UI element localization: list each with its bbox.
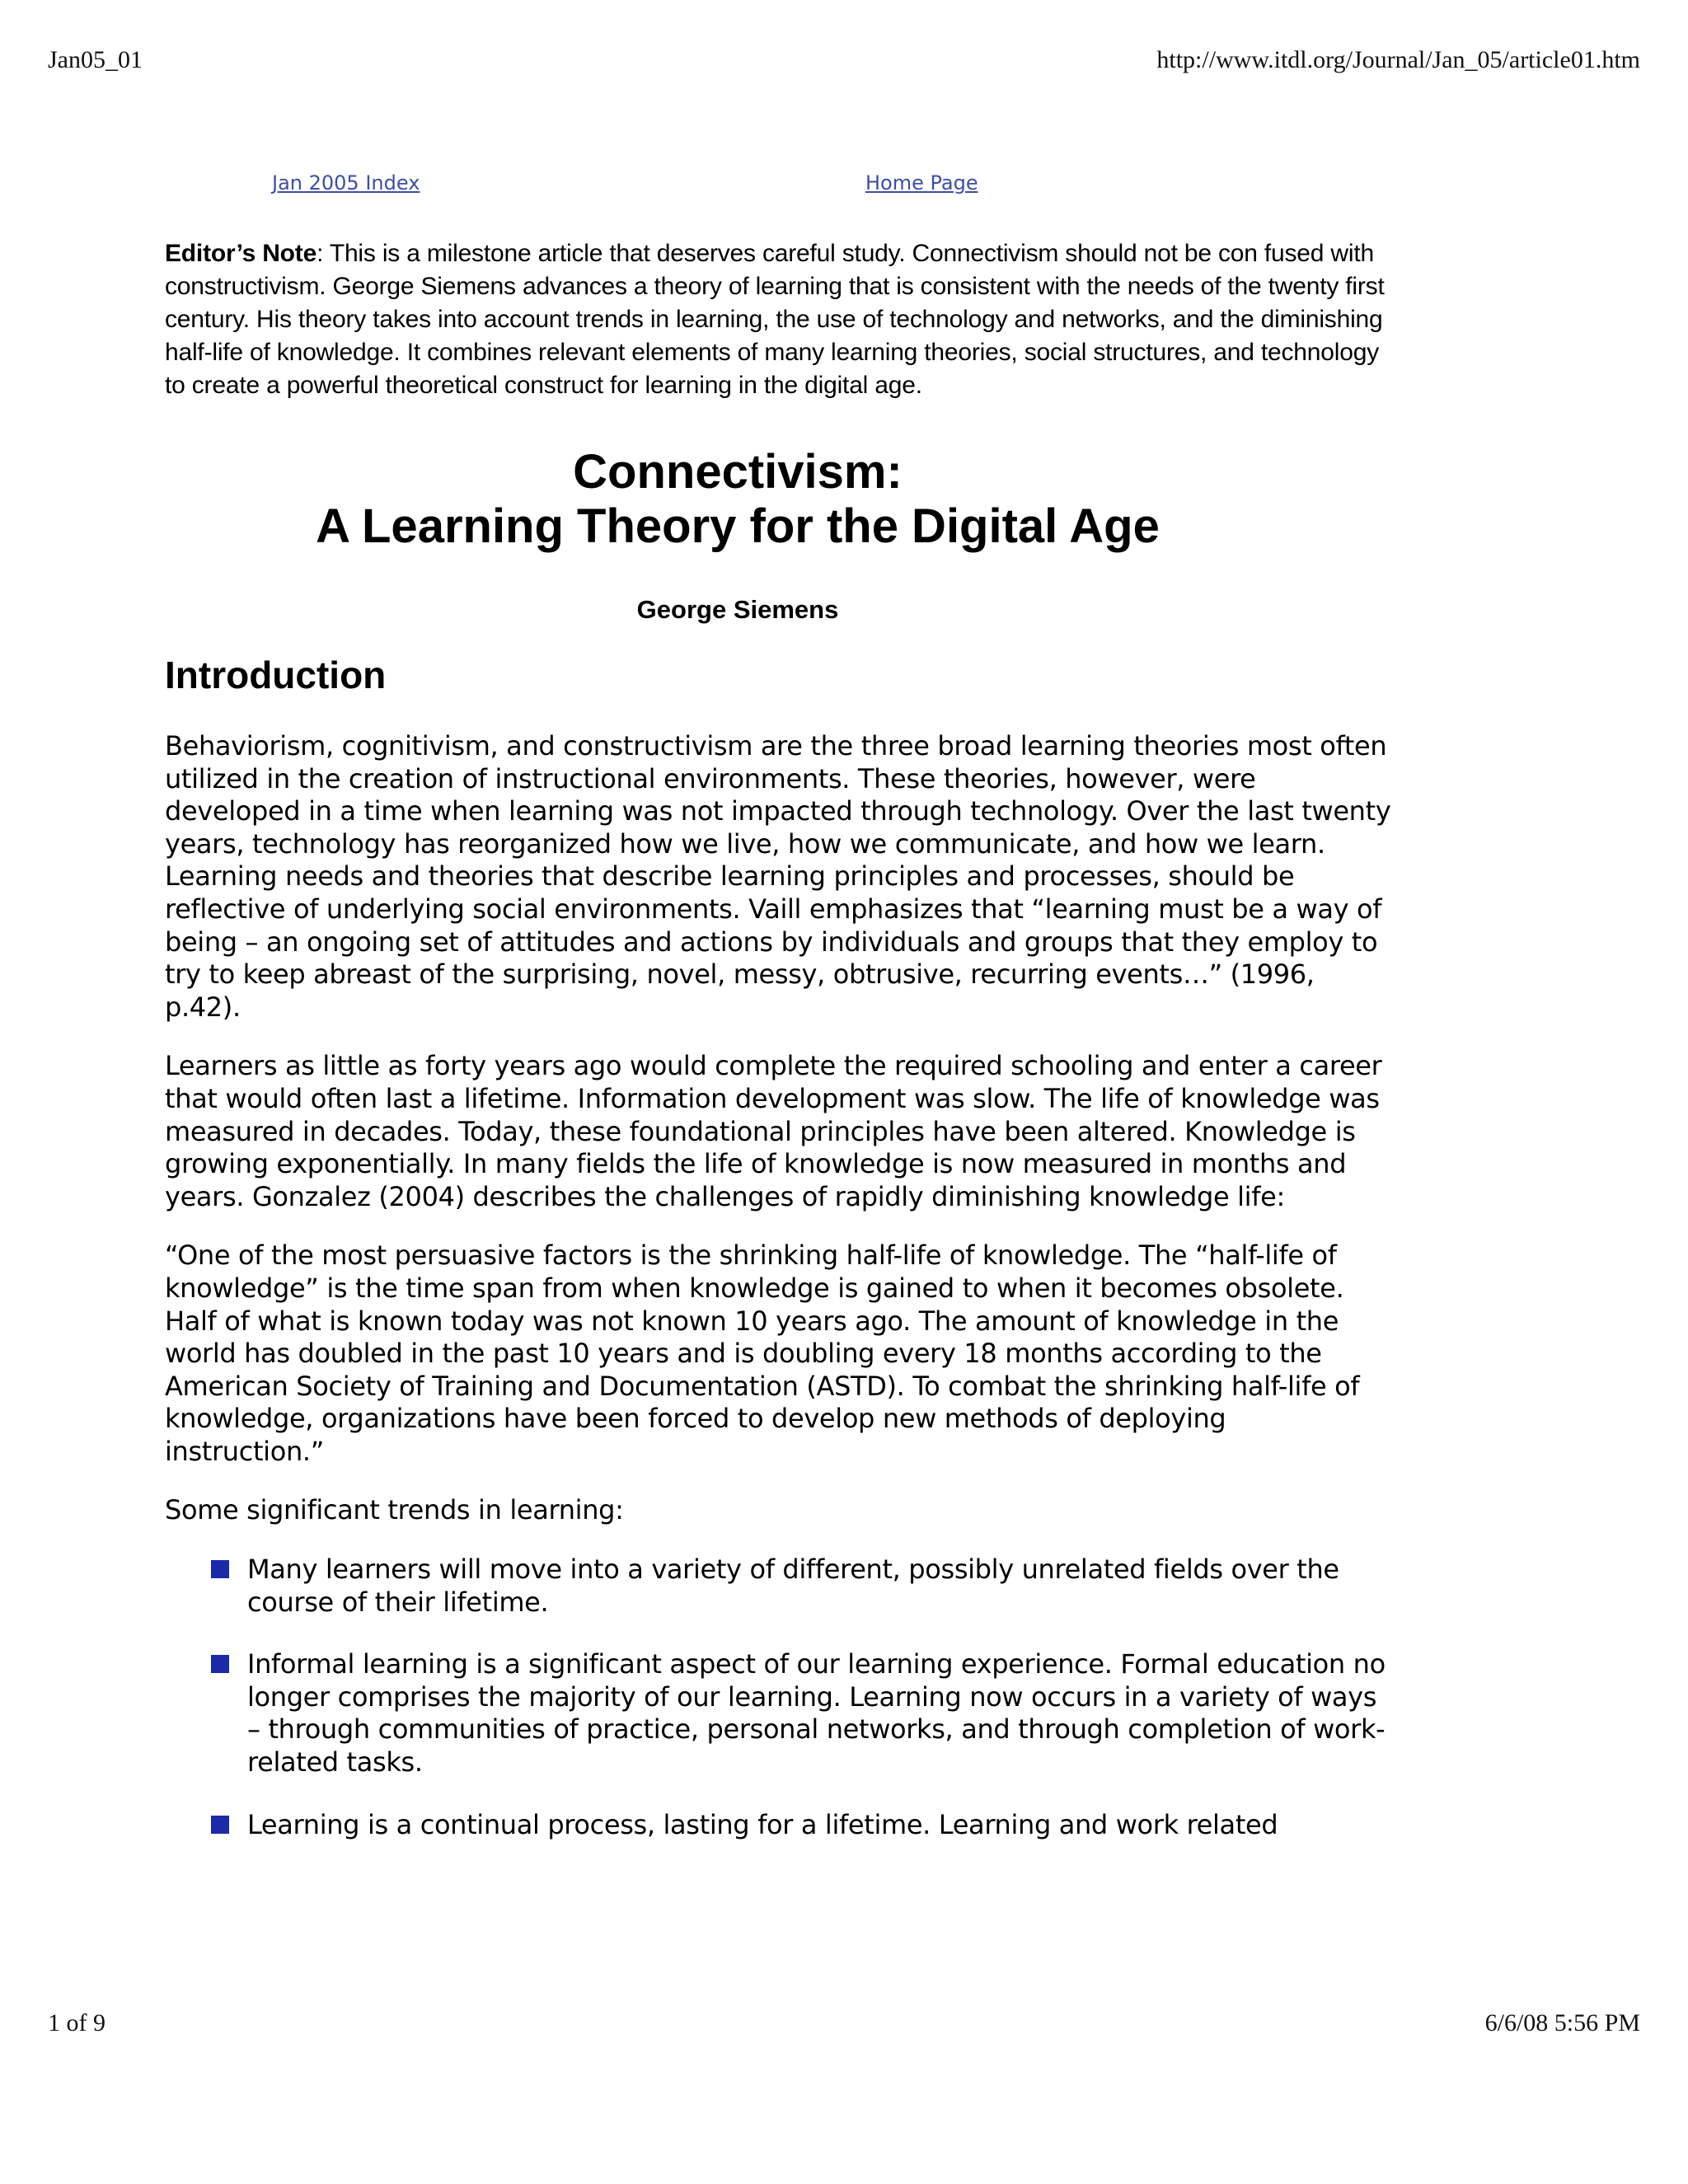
list-item-text: Informal learning is a significant aspect of our learning experience. Formal education no longer comprises the majority of our learning. Learning now occurs in a variety of ways – through communities of practice, personal networks, and through completion of work-related tasks. xyxy=(247,1648,1386,1779)
print-header-url: http://www.itdl.org/Journal/Jan_05/article01.htm xyxy=(1156,46,1640,73)
journal-nav xyxy=(0,171,1688,204)
section-heading-introduction: Introduction xyxy=(165,654,387,696)
paragraph: Behaviorism, cognitivism, and constructivism are the three broad learning theories most often utilized in the creation of instructional environments. These theories, however, were developed in a time when learning was not impacted through technology. Over the last twenty years, technology has reorganized how we live, how we communicate, and how we learn. Learning needs and theories that describe learning principles and processes, should be reflective of underlying social environments. Vaill emphasizes that “learning must be a way of being – an ongoing set of attitudes and actions by individuals and groups that they employ to try to keep abreast of the surprising, novel, messy, obtrusive, recurring events…” (1996, p.42). xyxy=(165,730,1391,1023)
list-item xyxy=(211,1809,1393,1842)
article-title-line-2: A Learning Theory for the Digital Age xyxy=(316,499,1160,553)
page-number: 1 of 9 xyxy=(48,2009,106,2036)
editor-note xyxy=(165,237,1393,402)
print-footer xyxy=(48,2009,1640,2037)
editor-note-text: : This is a milestone article that deserves careful study. Connectivism should not be con fused with constructivism. George Siemens advances a theory of learning that is consistent with the needs of the twenty first century. His theory takes into account trends in learning, the use of technology and networks, and the diminishing half-life of knowledge. It combines relevant elements of many learning theories, social structures, and technology to create a powerful theoretical construct for learning in the digital age. xyxy=(165,240,1385,399)
print-header xyxy=(48,46,1640,74)
paragraph: Learners as little as forty years ago would complete the required schooling and enter a career that would often last a lifetime. Information development was slow. The life of knowledge was measured in decades. Today, these foundational principles have been altered. Knowledge is growing exponentially. In many fields the life of knowledge is now measured in months and years. Gonzalez (2004) describes the challenges of rapidly diminishing knowledge life: xyxy=(165,1050,1382,1212)
square-bullet-icon xyxy=(211,1560,229,1578)
print-timestamp: 6/6/08 5:56 PM xyxy=(1484,2009,1640,2036)
print-header-page-id: Jan05_01 xyxy=(48,46,143,73)
editor-note-lead: Editor’s Note xyxy=(165,240,317,267)
home-page-link[interactable]: Home Page xyxy=(865,171,978,194)
square-bullet-icon xyxy=(211,1816,229,1834)
article-author: George Siemens xyxy=(636,595,839,624)
trends-intro: Some significant trends in learning: xyxy=(165,1494,624,1526)
article-title xyxy=(165,445,1393,554)
list-item xyxy=(211,1554,1393,1619)
quote-paragraph: “One of the most persuasive factors is the shrinking half-life of knowledge. The “half-life of knowledge” is the time span from when knowledge is gained to when it becomes obsolete. Half of what is known today was not known 10 years ago. The amount of knowledge in the world has doubled in the past 10 years and is doubling every 18 months according to the American Society of Training and Documentation (ASTD). To combat the shrinking half-life of knowledge, organizations have been forced to develop new methods of deploying instruction.” xyxy=(165,1240,1360,1467)
trends-list xyxy=(165,1554,1393,1841)
list-item-text: Many learners will move into a variety of different, possibly unrelated fields over the course of their lifetime. xyxy=(247,1554,1339,1618)
list-item-text: Learning is a continual process, lasting for a lifetime. Learning and work related xyxy=(247,1808,1278,1840)
square-bullet-icon xyxy=(211,1655,229,1673)
list-item xyxy=(211,1648,1393,1779)
article-title-line-1: Connectivism: xyxy=(573,445,903,499)
article-content xyxy=(165,237,1393,1871)
jan-2005-index-link[interactable]: Jan 2005 Index xyxy=(272,171,420,194)
